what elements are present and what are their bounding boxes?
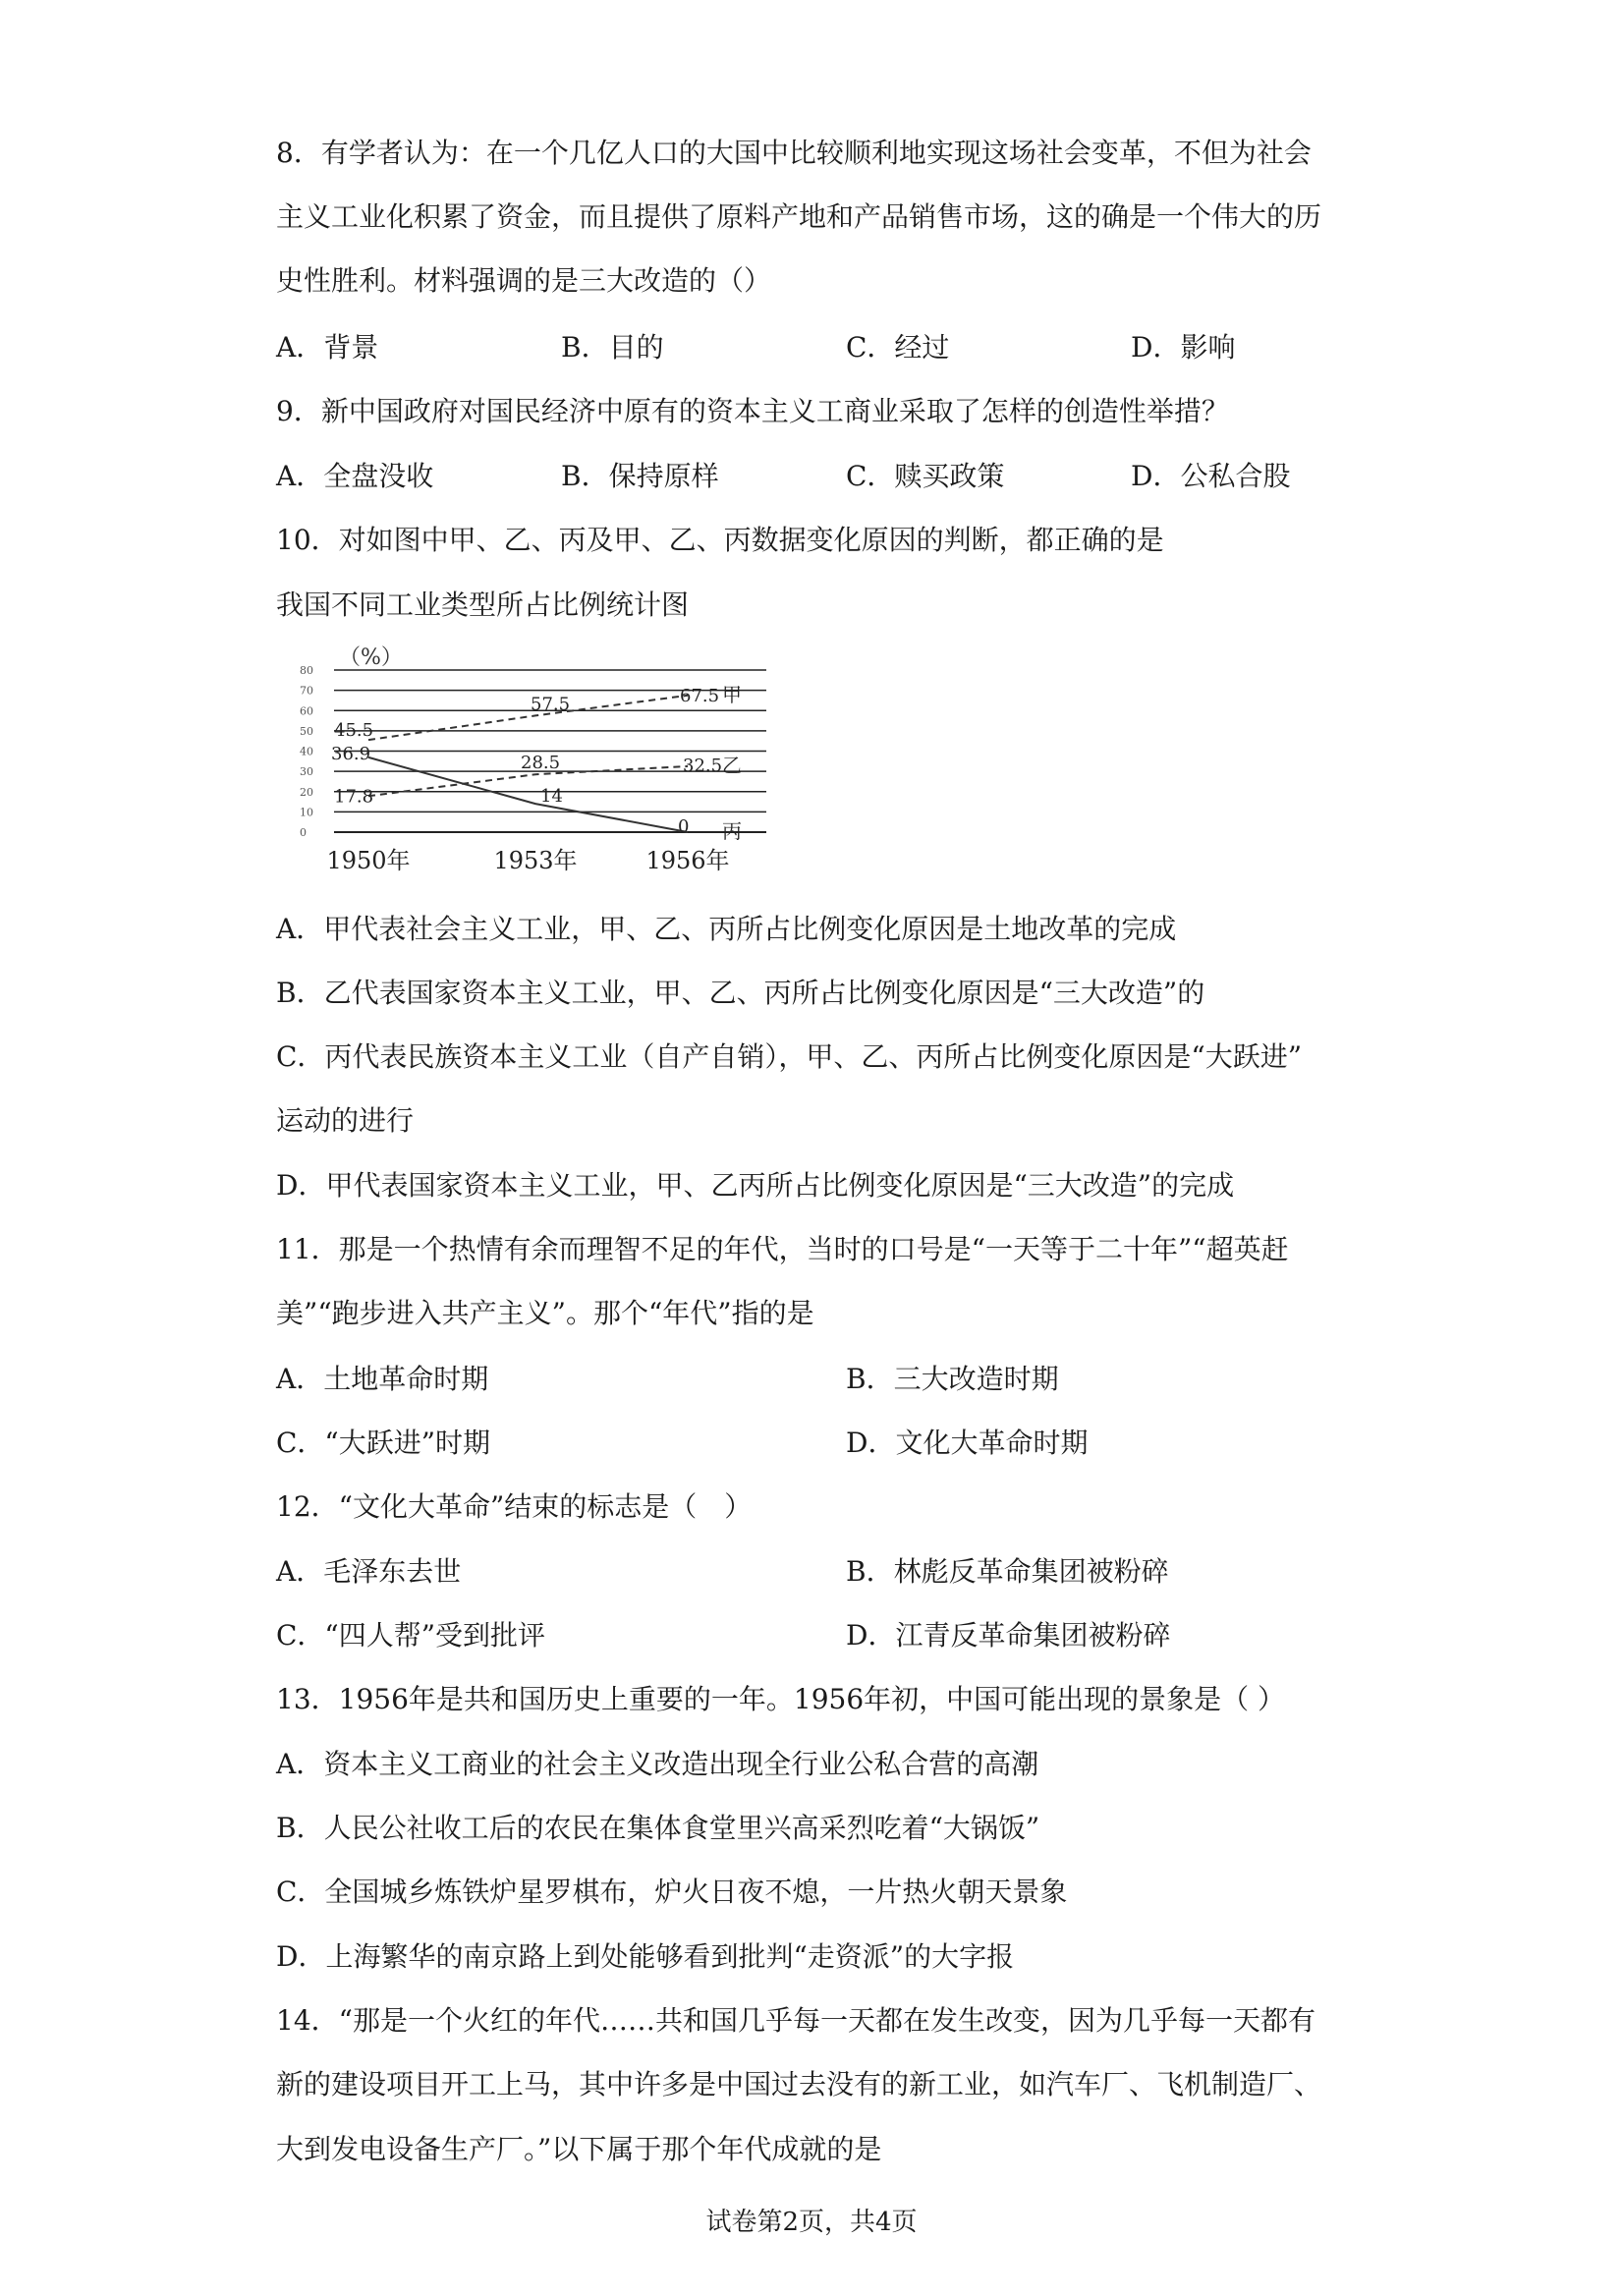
data-label: 45.5 [334, 720, 374, 742]
y-tick-label: 20 [300, 785, 313, 799]
q12-option-c[interactable]: C．“四人帮”受到批评 [276, 1619, 546, 1652]
industry-ratio-line-chart [295, 641, 786, 876]
q8-stem-line-3: 史性胜利。材料强调的是三大改造的（） [276, 264, 772, 297]
q9-option-a[interactable]: A．全盘没收 [276, 460, 434, 492]
q9-option-c[interactable]: C．赎买政策 [846, 460, 1005, 492]
q10-option-c[interactable]: C．丙代表民族资本主义工业（自产自销），甲、乙、丙所占比例变化原因是“大跃进” [276, 1040, 1303, 1073]
y-tick-label: 50 [300, 724, 313, 738]
page-footer: 试卷第2页，共4页 [705, 2208, 918, 2237]
q14-stem-line-2: 新的建设项目开工上马，其中许多是中国过去没有的新工业，如汽车厂、飞机制造厂、 [276, 2068, 1322, 2100]
y-tick-label: 30 [300, 765, 313, 779]
x-tick-label: 1953年 [493, 847, 578, 874]
q11-stem-line-2: 美”“跑步进入共产主义”。那个“年代”指的是 [276, 1297, 814, 1329]
q13-option-a[interactable]: A．资本主义工商业的社会主义改造出现全行业公私合营的高潮 [276, 1748, 1039, 1780]
q9-option-d[interactable]: D．公私合股 [1131, 460, 1291, 492]
chart-heading: 我国不同工业类型所占比例统计图 [276, 588, 690, 621]
x-tick-label: 1950年 [326, 847, 411, 874]
q11-option-c[interactable]: C．“大跃进”时期 [276, 1427, 491, 1459]
q11-option-a[interactable]: A．土地革命时期 [276, 1363, 489, 1395]
q13-option-c[interactable]: C．全国城乡炼铁炉星罗棋布，炉火日夜不熄，一片热火朝天景象 [276, 1876, 1068, 1908]
q8-option-a[interactable]: A．背景 [276, 331, 379, 364]
y-tick-label: 60 [300, 704, 313, 718]
q8-stem-line-2: 主义工业化积累了资金，而且提供了原料产地和产品销售市场，这的确是一个伟大的历 [276, 200, 1322, 233]
data-label: 14 [540, 786, 563, 808]
q10-option-a[interactable]: A．甲代表社会主义工业，甲、乙、丙所占比例变化原因是土地改革的完成 [276, 913, 1177, 945]
q12-stem: 12．“文化大革命”结束的标志是（ ） [276, 1490, 753, 1523]
data-label: 32.5 [683, 755, 723, 776]
data-label: 57.5 [531, 694, 571, 715]
series-line-0 [368, 696, 688, 740]
y-tick-label: 80 [300, 664, 313, 677]
q10-option-c-continued: 运动的进行 [276, 1104, 415, 1137]
data-label: 36.9 [331, 743, 371, 764]
x-tick-label: 1956年 [645, 847, 730, 874]
data-label: 17.8 [334, 786, 374, 808]
data-label: 28.5 [521, 753, 561, 774]
q8-stem-line-1: 8．有学者认为：在一个几亿人口的大国中比较顺利地实现这场社会变革，不但为社会 [276, 137, 1312, 169]
y-tick-label: 10 [300, 806, 313, 819]
series-name-label: 甲 [722, 682, 742, 706]
y-axis-label: （%） [339, 645, 403, 670]
q12-option-d[interactable]: D．江青反革命集团被粉碎 [846, 1619, 1171, 1652]
q8-option-d[interactable]: D．影响 [1131, 331, 1236, 364]
data-label: 0 [678, 816, 690, 837]
data-label: 67.5 [680, 685, 720, 706]
q9-option-b[interactable]: B．保持原样 [561, 460, 719, 492]
q12-option-b[interactable]: B．林彪反革命集团被粉碎 [846, 1555, 1169, 1588]
y-tick-label: 40 [300, 745, 313, 758]
q11-option-b[interactable]: B．三大改造时期 [846, 1363, 1059, 1395]
series-name-label: 丙 [722, 819, 742, 843]
y-tick-label: 70 [300, 684, 313, 698]
q13-stem: 13．1956年是共和国历史上重要的一年。1956年初，中国可能出现的景象是（ ） [276, 1683, 1286, 1715]
q14-stem-line-1: 14．“那是一个火红的年代……共和国几乎每一天都在发生改变，因为几乎每一天都有 [276, 2004, 1315, 2037]
q12-option-a[interactable]: A．毛泽东去世 [276, 1555, 462, 1588]
q13-option-d[interactable]: D．上海繁华的南京路上到处能够看到批判“走资派”的大字报 [276, 1940, 1015, 1973]
y-tick-label: 0 [300, 826, 307, 839]
q11-option-d[interactable]: D．文化大革命时期 [846, 1427, 1089, 1459]
q11-stem-line-1: 11．那是一个热情有余而理智不足的年代，当时的口号是“一天等于二十年”“超英赶 [276, 1233, 1289, 1265]
q13-option-b[interactable]: B．人民公社收工后的农民在集体食堂里兴高采烈吃着“大锅饭” [276, 1812, 1040, 1844]
q10-option-b[interactable]: B．乙代表国家资本主义工业，甲、乙、丙所占比例变化原因是“三大改造”的 [276, 977, 1205, 1009]
series-name-label: 乙 [722, 753, 742, 777]
q10-option-d[interactable]: D．甲代表国家资本主义工业，甲、乙丙所占比例变化原因是“三大改造”的完成 [276, 1169, 1235, 1202]
q14-stem-line-3: 大到发电设备生产厂。”以下属于那个年代成就的是 [276, 2133, 882, 2165]
q8-option-c[interactable]: C．经过 [846, 331, 950, 364]
q8-option-b[interactable]: B．目的 [561, 331, 664, 364]
q10-stem: 10．对如图中甲、乙、丙及甲、乙、丙数据变化原因的判断，都正确的是 [276, 524, 1164, 556]
q9-stem: 9．新中国政府对国民经济中原有的资本主义工商业采取了怎样的创造性举措？ [276, 395, 1229, 427]
